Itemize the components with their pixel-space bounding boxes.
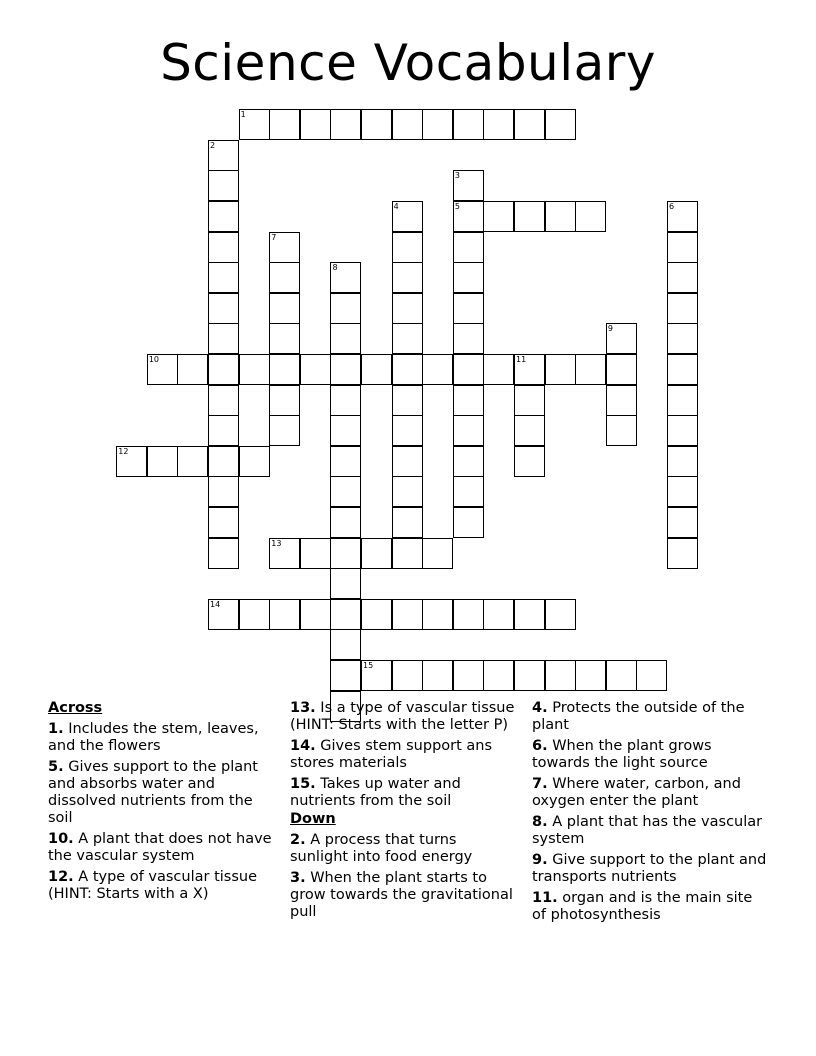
- grid-cell[interactable]: [330, 323, 361, 354]
- grid-cell[interactable]: [453, 599, 484, 630]
- clue-column-2: [290, 700, 518, 925]
- grid-cell[interactable]: [514, 385, 545, 416]
- grid-cell[interactable]: [392, 201, 423, 232]
- grid-cell[interactable]: [392, 415, 423, 446]
- grid-cell[interactable]: [208, 446, 239, 477]
- clue-across-13: 13. Is a type of vascular tissue (HINT: Starts with the letter P): [290, 700, 515, 733]
- grid-cell[interactable]: [483, 660, 514, 691]
- grid-cell[interactable]: [453, 446, 484, 477]
- clue-across-10: 10. A plant that does not have the vascular system: [48, 831, 272, 864]
- grid-cell[interactable]: [422, 660, 453, 691]
- grid-cell[interactable]: [269, 385, 300, 416]
- grid-cell[interactable]: [514, 599, 545, 630]
- grid-cell[interactable]: [483, 599, 514, 630]
- grid-cell[interactable]: [147, 354, 178, 385]
- grid-cell[interactable]: [575, 354, 606, 385]
- grid-cell[interactable]: [667, 323, 698, 354]
- grid-cell[interactable]: [453, 232, 484, 263]
- grid-cell[interactable]: [330, 599, 361, 630]
- grid-cell[interactable]: [208, 201, 239, 232]
- grid-cell[interactable]: [545, 660, 576, 691]
- grid-cell[interactable]: [453, 323, 484, 354]
- clue-down-2: 2. A process that turns sunlight into food energy: [290, 832, 473, 865]
- clue-number: 7: [271, 232, 277, 242]
- clue-number: 5: [454, 202, 460, 212]
- across-heading: Across: [48, 700, 103, 716]
- grid-cell[interactable]: [667, 507, 698, 538]
- clue-number: 8: [332, 263, 338, 273]
- clue-down-11: 11. organ and is the main site of photosynthesis: [532, 890, 753, 923]
- grid-cell[interactable]: [330, 629, 361, 660]
- grid-cell[interactable]: [392, 385, 423, 416]
- clue-down-3: 3. When the plant starts to grow towards the gravitational pull: [290, 870, 513, 920]
- grid-cell[interactable]: [575, 201, 606, 232]
- grid-cell[interactable]: [361, 660, 392, 691]
- grid-cell[interactable]: [330, 568, 361, 599]
- grid-cell[interactable]: [392, 354, 423, 385]
- grid-cell[interactable]: [667, 385, 698, 416]
- grid-cell[interactable]: [667, 415, 698, 446]
- grid-cell[interactable]: [208, 170, 239, 201]
- grid-cell[interactable]: [545, 109, 576, 140]
- grid-cell[interactable]: [361, 538, 392, 569]
- grid-cell[interactable]: [330, 109, 361, 140]
- grid-cell[interactable]: [392, 446, 423, 477]
- grid-cell[interactable]: [514, 415, 545, 446]
- grid-cell[interactable]: [269, 354, 300, 385]
- clue-across-15: 15. Takes up water and nutrients from the soil: [290, 776, 461, 809]
- clue-number: 3: [454, 171, 460, 181]
- grid-cell[interactable]: [667, 232, 698, 263]
- grid-cell[interactable]: [545, 599, 576, 630]
- grid-cell[interactable]: [239, 109, 270, 140]
- grid-cell[interactable]: [453, 170, 484, 201]
- grid-cell[interactable]: [269, 232, 300, 263]
- grid-cell[interactable]: [330, 538, 361, 569]
- grid-cell[interactable]: [667, 293, 698, 324]
- grid-cell[interactable]: [667, 538, 698, 569]
- clue-number: 15: [363, 661, 374, 671]
- grid-cell[interactable]: [116, 446, 147, 477]
- grid-cell[interactable]: [147, 446, 178, 477]
- grid-cell[interactable]: [300, 599, 331, 630]
- grid-cell[interactable]: [514, 201, 545, 232]
- grid-cell[interactable]: [269, 599, 300, 630]
- grid-cell[interactable]: [330, 660, 361, 691]
- grid-cell[interactable]: [422, 599, 453, 630]
- grid-cell[interactable]: [453, 262, 484, 293]
- grid-cell[interactable]: [361, 599, 392, 630]
- grid-cell[interactable]: [575, 660, 606, 691]
- grid-cell[interactable]: [453, 354, 484, 385]
- clue-number: 11: [516, 355, 527, 365]
- grid-cell[interactable]: [269, 262, 300, 293]
- grid-cell[interactable]: [392, 476, 423, 507]
- grid-cell[interactable]: [269, 323, 300, 354]
- grid-cell[interactable]: [177, 354, 208, 385]
- clue-across-1: 1. Includes the stem, leaves, and the flowers: [48, 721, 259, 754]
- clue-number: 9: [607, 324, 613, 334]
- grid-cell[interactable]: [422, 538, 453, 569]
- grid-cell[interactable]: [606, 323, 637, 354]
- grid-cell[interactable]: [453, 109, 484, 140]
- grid-cell[interactable]: [330, 354, 361, 385]
- grid-cell[interactable]: [208, 140, 239, 171]
- clue-number: 6: [669, 202, 675, 212]
- grid-cell[interactable]: [208, 354, 239, 385]
- clue-number: 12: [118, 446, 129, 456]
- grid-cell[interactable]: [330, 476, 361, 507]
- grid-cell[interactable]: [239, 354, 270, 385]
- grid-cell[interactable]: [453, 507, 484, 538]
- grid-cell[interactable]: [483, 354, 514, 385]
- grid-cell[interactable]: [269, 415, 300, 446]
- grid-cell[interactable]: [667, 446, 698, 477]
- grid-cell[interactable]: [392, 538, 423, 569]
- clue-down-4: 4. Protects the outside of the plant: [532, 700, 745, 733]
- grid-cell[interactable]: [667, 262, 698, 293]
- grid-cell[interactable]: [483, 109, 514, 140]
- grid-cell[interactable]: [422, 354, 453, 385]
- grid-cell[interactable]: [606, 415, 637, 446]
- grid-cell[interactable]: [392, 323, 423, 354]
- grid-cell[interactable]: [483, 201, 514, 232]
- grid-cell[interactable]: [208, 262, 239, 293]
- clue-down-9: 9. Give support to the plant and transports nutrients: [532, 852, 767, 885]
- clue-across-12: 12. A type of vascular tissue (HINT: Starts with a X): [48, 869, 258, 902]
- grid-cell[interactable]: [514, 446, 545, 477]
- grid-cell[interactable]: [269, 109, 300, 140]
- grid-cell[interactable]: [453, 201, 484, 232]
- grid-cell[interactable]: [208, 476, 239, 507]
- grid-cell[interactable]: [392, 507, 423, 538]
- puzzle-title: Science Vocabulary: [160, 34, 656, 92]
- clue-across-14: 14. Gives stem support ans stores materials: [290, 738, 493, 771]
- grid-cell[interactable]: [514, 109, 545, 140]
- clue-number: 2: [210, 140, 216, 150]
- grid-cell[interactable]: [239, 599, 270, 630]
- clue-down-6: 6. When the plant grows towards the light source: [532, 738, 712, 771]
- clue-down-7: 7. Where water, carbon, and oxygen enter the plant: [532, 776, 741, 809]
- grid-cell[interactable]: [392, 293, 423, 324]
- clue-column-1: [48, 700, 276, 907]
- grid-cell[interactable]: [300, 538, 331, 569]
- grid-cell[interactable]: [392, 262, 423, 293]
- grid-cell[interactable]: [392, 599, 423, 630]
- grid-cell[interactable]: [453, 385, 484, 416]
- clue-down-8: 8. A plant that has the vascular system: [532, 814, 763, 847]
- grid-cell[interactable]: [514, 660, 545, 691]
- grid-cell[interactable]: [330, 385, 361, 416]
- grid-cell[interactable]: [514, 354, 545, 385]
- clue-number: 13: [271, 538, 282, 548]
- grid-cell[interactable]: [453, 415, 484, 446]
- clue-across-5: 5. Gives support to the plant and absorbs water and dissolved nutrients from the soil: [48, 759, 258, 826]
- clue-number: 14: [210, 599, 221, 609]
- grid-cell[interactable]: [208, 323, 239, 354]
- grid-cell[interactable]: [208, 293, 239, 324]
- grid-cell[interactable]: [392, 109, 423, 140]
- grid-cell[interactable]: [330, 446, 361, 477]
- grid-cell[interactable]: [269, 538, 300, 569]
- grid-cell[interactable]: [208, 599, 239, 630]
- grid-cell[interactable]: [300, 354, 331, 385]
- grid-cell[interactable]: [269, 293, 300, 324]
- grid-cell[interactable]: [330, 293, 361, 324]
- grid-cell[interactable]: [453, 660, 484, 691]
- grid-cell[interactable]: [636, 660, 667, 691]
- grid-cell[interactable]: [453, 293, 484, 324]
- clue-number: 4: [393, 202, 399, 212]
- grid-cell[interactable]: [422, 109, 453, 140]
- grid-cell[interactable]: [330, 262, 361, 293]
- grid-cell[interactable]: [392, 232, 423, 263]
- grid-cell[interactable]: [453, 476, 484, 507]
- grid-cell[interactable]: [300, 109, 331, 140]
- grid-cell[interactable]: [545, 354, 576, 385]
- grid-cell[interactable]: [606, 385, 637, 416]
- grid-cell[interactable]: [392, 660, 423, 691]
- grid-cell[interactable]: [208, 507, 239, 538]
- grid-cell[interactable]: [208, 385, 239, 416]
- grid-cell[interactable]: [330, 507, 361, 538]
- down-heading: Down: [290, 811, 336, 827]
- grid-cell[interactable]: [545, 201, 576, 232]
- grid-cell[interactable]: [208, 538, 239, 569]
- clue-number: 10: [148, 355, 160, 365]
- grid-cell[interactable]: [361, 354, 392, 385]
- grid-cell[interactable]: [330, 415, 361, 446]
- clue-number: 1: [240, 110, 246, 120]
- grid-cell[interactable]: [239, 446, 270, 477]
- grid-cell[interactable]: [208, 415, 239, 446]
- grid-cell[interactable]: [667, 201, 698, 232]
- grid-cell[interactable]: [606, 660, 637, 691]
- clue-column-3: [532, 700, 768, 928]
- grid-cell[interactable]: [208, 232, 239, 263]
- grid-cell[interactable]: [177, 446, 208, 477]
- grid-cell[interactable]: [667, 354, 698, 385]
- grid-cell[interactable]: [667, 476, 698, 507]
- grid-cell[interactable]: [606, 354, 637, 385]
- grid-cell[interactable]: [361, 109, 392, 140]
